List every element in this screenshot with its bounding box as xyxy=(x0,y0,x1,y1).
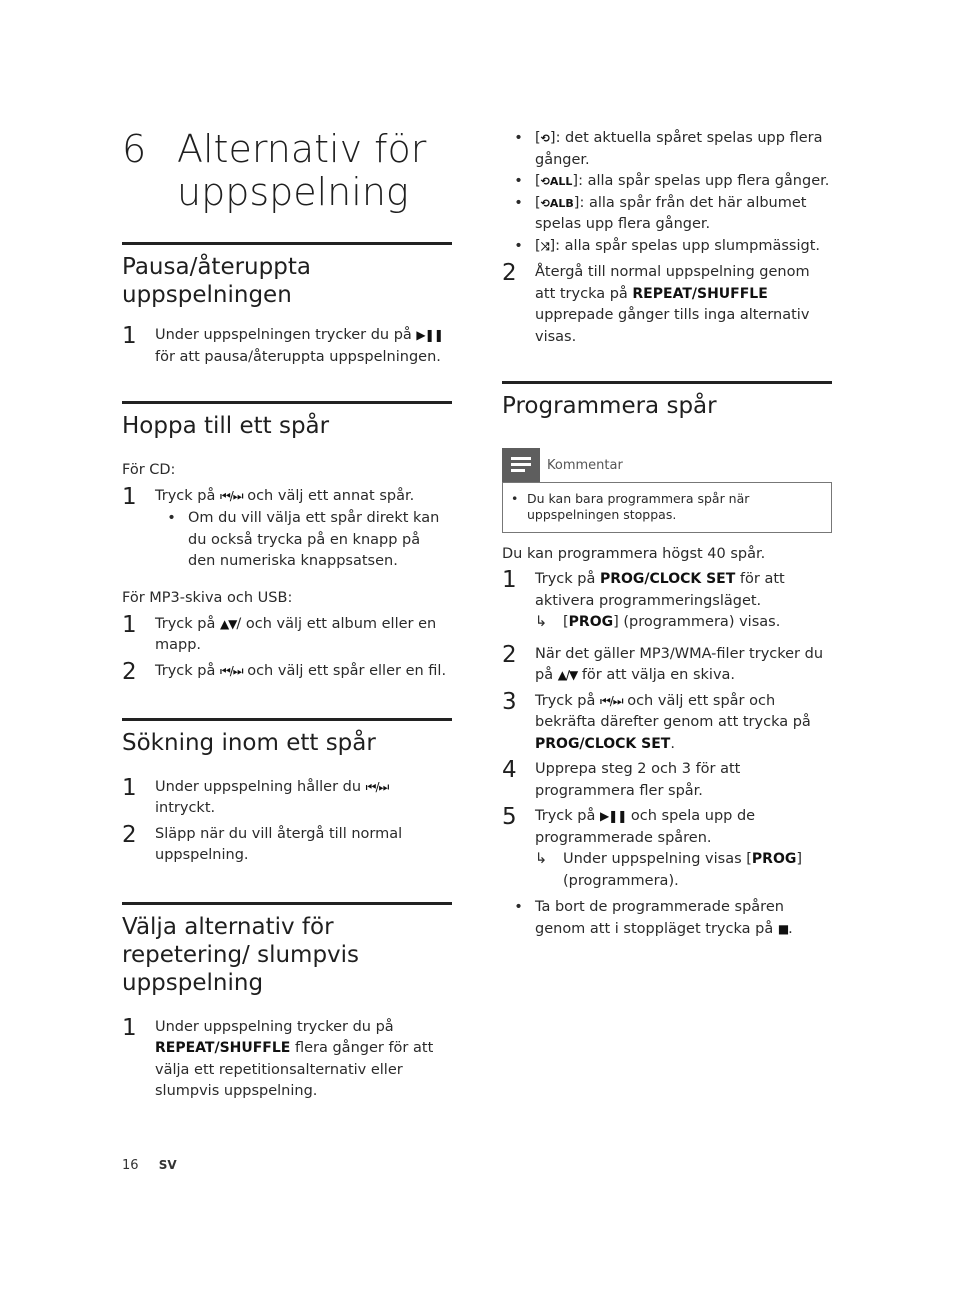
section-pause xyxy=(122,242,452,368)
search-step-2: 2 Släpp när du vill återgå till normal uppspelning. xyxy=(122,821,403,863)
step-number: 4 xyxy=(502,757,517,783)
repeat-step-1: 1 Under uppspelning trycker du på REPEAT/SHUFFLE flera gånger för att välja ett repetitionsalternativ eller slumpvis uppspelning. xyxy=(122,1014,434,1099)
result-arrow-icon: ↳ xyxy=(535,614,548,630)
section-program xyxy=(502,381,832,940)
result-line: ↳ [PROG] (programmera) visas. xyxy=(535,612,832,634)
section-repeat-shuffle xyxy=(122,902,452,1103)
step-number: 2 xyxy=(502,260,517,286)
note-label: Kommentar xyxy=(547,457,623,473)
up-down-icon: ▲/▼ xyxy=(557,668,578,682)
step-number: 1 xyxy=(122,323,137,349)
step-number: 1 xyxy=(122,1014,137,1041)
cd-label: För CD: xyxy=(122,462,176,478)
key-repeat-shuffle: REPEAT/SHUFFLE xyxy=(632,285,768,302)
section-title-search: Sökning inom ett spår xyxy=(122,729,376,756)
program-remove-bullet: • Ta bort de programmerade spåren genom att i stoppläget trycka på ■. xyxy=(502,897,832,940)
key-prog-clock-set: PROG/CLOCK SET xyxy=(535,735,671,752)
repeat-mode-item: • [⟲ALB]: alla spår från det här albumet spelas upp flera gånger. xyxy=(514,194,807,232)
note xyxy=(502,448,832,533)
skip-cd-bullet: • Om du vill välja ett spår direkt kan du också trycka på en knapp på den numeriska knappsatsen. xyxy=(167,510,440,569)
mp3-usb-label: För MP3-skiva och USB: xyxy=(122,589,293,606)
prev-next-icon: ⏮/⏭ xyxy=(219,663,243,678)
section-title-repeat-shuffle: Välja alternativ för repetering/ slumpvis uppspelning xyxy=(122,913,360,996)
prev-next-icon: ⏮/⏭ xyxy=(365,779,389,794)
step-number: 2 xyxy=(502,641,517,668)
repeat-album-icon: ⟲ALB xyxy=(540,196,574,210)
up-down-icon: ▲▼ xyxy=(219,616,237,631)
section-title-skip: Hoppa till ett spår xyxy=(122,413,330,439)
skip-cd-step-1: 1 Tryck på ⏮/⏭ och välj ett annat spår. xyxy=(122,484,415,510)
page-footer xyxy=(122,1158,177,1173)
prev-next-icon: ⏮/⏭ xyxy=(599,693,623,708)
repeat-mode-item: • [⤨]: alla spår spelas upp slumpmässigt. xyxy=(514,237,821,254)
step-number: 1 xyxy=(502,567,517,593)
search-step-1: 1 Under uppspelning håller du ⏮/⏭ intryckt. xyxy=(122,774,389,816)
program-step-4: 4 Upprepa steg 2 och 3 för att programmera fler spår. xyxy=(502,757,741,799)
skip-mp3-step-2: 2 Tryck på ⏮/⏭ och välj ett spår eller en fil. xyxy=(122,658,447,685)
program-step-3: 3 Tryck på ⏮/⏭ och välj ett spår och bekräfta därefter genom att trycka på PROG/CLOCK SET. xyxy=(502,688,811,752)
section-title-program: Programmera spår xyxy=(502,393,717,419)
repeat-mode-list xyxy=(502,128,832,257)
step-number: 5 xyxy=(502,804,517,830)
key-prog-clock-set: PROG/CLOCK SET xyxy=(599,571,736,587)
language-code: SV xyxy=(158,1158,177,1172)
page-number: 16 xyxy=(122,1158,139,1173)
chapter-title: Alternativ för uppspelning xyxy=(177,127,427,214)
repeat-one-icon: ⟲ xyxy=(540,132,550,145)
result-arrow-icon: ↳ xyxy=(535,851,548,867)
section-title-pause: Pausa/återuppta uppspelningen xyxy=(122,254,311,308)
section-search xyxy=(122,718,452,867)
prev-next-icon: ⏮/⏭ xyxy=(219,489,243,503)
note-text: Du kan bara programmera spår när uppspelningen stoppas. xyxy=(527,491,750,522)
right-column xyxy=(502,128,832,940)
left-column xyxy=(122,128,452,1103)
result-line: ↳ Under uppspelning visas [PROG] (programmera). xyxy=(535,851,803,889)
play-pause-icon: ▶❚❚ xyxy=(416,328,443,342)
shuffle-icon: ⤨ xyxy=(540,239,550,253)
step-number: 2 xyxy=(122,821,137,848)
step-number: 1 xyxy=(122,484,137,510)
program-intro: Du kan programmera högst 40 spår. xyxy=(502,546,766,562)
section-skip xyxy=(122,401,452,683)
pause-step-1 xyxy=(122,325,452,368)
chapter-heading xyxy=(122,128,452,214)
chapter-number: 6 xyxy=(122,127,147,171)
program-step-1: 1 Tryck på PROG/CLOCK SET för att aktivera programmeringsläget. ↳ [PROG] (programmera) visas. xyxy=(502,569,832,634)
note-box: • Du kan bara programmera spår när uppspelningen stoppas. xyxy=(502,482,832,533)
skip-mp3-step-1: 1 Tryck på ▲▼/ och välj ett album eller en mapp. xyxy=(122,611,437,653)
note-icon xyxy=(502,448,540,482)
stop-icon: ■ xyxy=(777,921,789,936)
repeat-mode-item: • [⟲]: det aktuella spåret spelas upp flera gånger. xyxy=(514,130,823,168)
note-header xyxy=(502,448,832,482)
step-number: 1 xyxy=(122,611,137,638)
step-number: 2 xyxy=(122,658,137,685)
repeat-mode-item: • [⟲ALL]: alla spår spelas upp flera gånger. xyxy=(514,173,830,189)
step-text: Under uppspelningen trycker du på ▶❚❚ för att pausa/återuppta uppspelningen. xyxy=(155,327,443,365)
repeat-all-icon: ⟲ALL xyxy=(540,175,573,188)
repeat-step-2: 2 Återgå till normal uppspelning genom att trycka på REPEAT/SHUFFLE upprepade gånger tills inga alternativ visas. xyxy=(502,260,810,345)
step-number: 3 xyxy=(502,688,517,715)
program-step-2: 2 När det gäller MP3/WMA-filer trycker du på ▲/▼ för att välja en skiva. xyxy=(502,644,832,687)
step-number: 1 xyxy=(122,774,137,801)
key-repeat-shuffle: REPEAT/SHUFFLE xyxy=(155,1040,291,1056)
program-step-5: 5 Tryck på ▶❚❚ och spela upp de programmerade spåren. ↳ Under uppspelning visas [PROG] (programmera). xyxy=(502,806,832,892)
play-pause-icon: ▶❚❚ xyxy=(599,809,627,823)
